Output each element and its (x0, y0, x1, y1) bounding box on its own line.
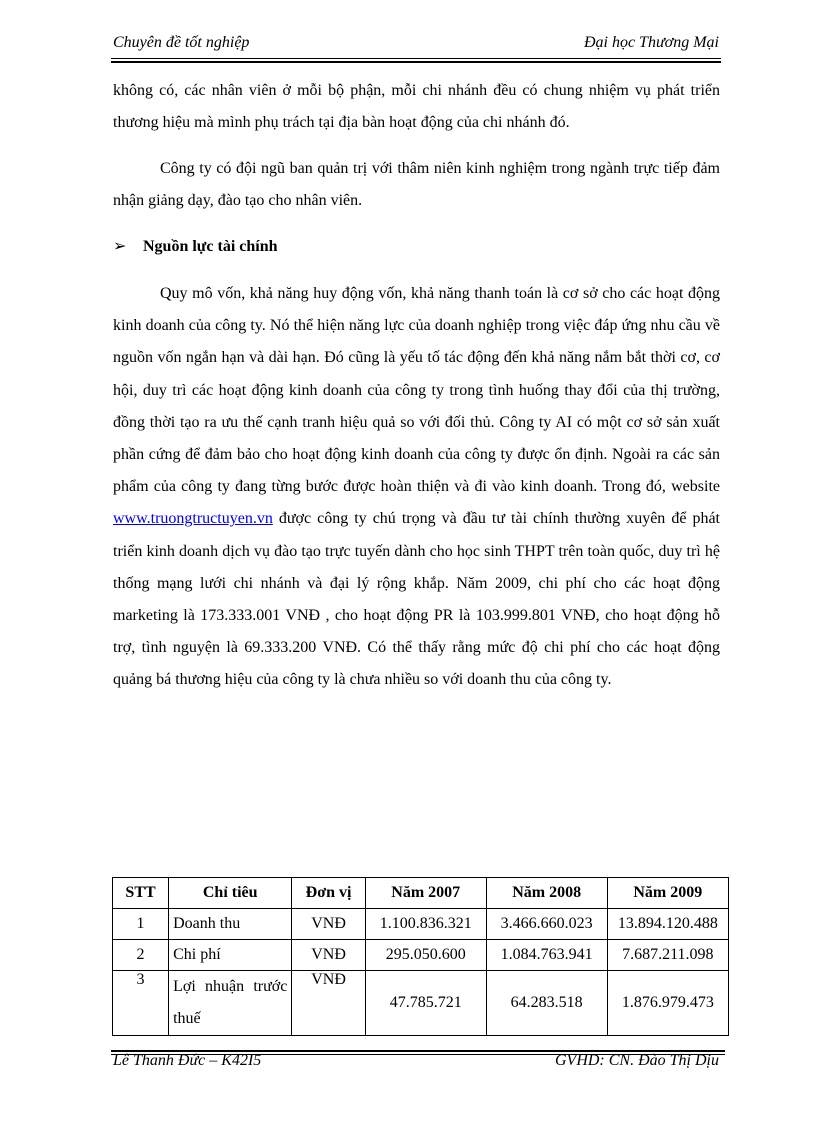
cell-unit: VNĐ (292, 971, 365, 1036)
cell-2009: 13.894.120.488 (607, 909, 728, 940)
cell-unit: VNĐ (292, 940, 365, 971)
cell-2009: 7.687.211.098 (607, 940, 728, 971)
cell-2008: 1.084.763.941 (486, 940, 607, 971)
table-header-row (113, 878, 729, 909)
cell-unit: VNĐ (292, 909, 365, 940)
page-footer (113, 1052, 719, 1074)
cell-2009: 1.876.979.473 (607, 971, 728, 1036)
header-divider-thick (111, 61, 721, 63)
cell-indicator: Chi phí (169, 940, 292, 971)
header-unit: Đơn vị (292, 878, 365, 909)
paragraph-1: không có, các nhân viên ở mỗi bộ phận, mỗi chi nhánh đều có chung nhiệm vụ phát triển thương hiệu mà mình phụ trách tại địa bàn hoạt động của chi nhánh đó. (113, 82, 720, 132)
cell-2008: 64.283.518 (486, 971, 607, 1036)
cell-stt: 1 (113, 909, 169, 940)
cell-indicator: Lợi nhuận trước thuế (169, 971, 292, 1036)
cell-2007: 47.785.721 (365, 971, 486, 1036)
paragraph-3 (113, 278, 720, 697)
cell-stt: 3 (113, 971, 169, 1036)
header-right-title: Đại học Thương Mại (583, 34, 719, 51)
header-2007: Năm 2007 (365, 878, 486, 909)
header-indicator: Chỉ tiêu (169, 878, 292, 909)
header-2009: Năm 2009 (607, 878, 728, 909)
table-row (113, 971, 729, 1036)
page-header (113, 34, 719, 56)
cell-indicator: Doanh thu (169, 909, 292, 940)
cell-stt: 2 (113, 940, 169, 971)
footer-author: Lê Thanh Đức – K42I5 (113, 1052, 262, 1069)
website-link[interactable]: www.truongtructuyen.vn (113, 510, 273, 528)
section-heading (113, 232, 278, 262)
table-row (113, 909, 729, 940)
table-row (113, 940, 729, 971)
arrow-bullet-icon: ➢ (113, 238, 127, 255)
financial-table (112, 877, 729, 1036)
section-heading-text: Nguồn lực tài chính (143, 238, 278, 255)
header-divider (111, 58, 721, 59)
footer-supervisor: GVHD: CN. Đào Thị Dịu (554, 1052, 719, 1069)
header-left-title: Chuyên đề tốt nghiệp (113, 34, 250, 51)
paragraph-2: Công ty có đội ngũ ban quản trị với thâm niên kinh nghiệm trong ngành trực tiếp đảm nhận giảng dạy, đào tạo cho nhân viên. (113, 160, 720, 210)
cell-2007: 295.050.600 (365, 940, 486, 971)
cell-2008: 3.466.660.023 (486, 909, 607, 940)
paragraph-3-part-1: Quy mô vốn, khả năng huy động vốn, khả năng thanh toán là cơ sở cho các hoạt động kinh doanh của công ty. Nó thể hiện năng lực của doanh nghiệp trong việc đáp ứng nhu cầu về nguồn vốn ngắn hạn và dài hạn. Đó cũng là yếu tố tác động đến khả năng nắm bắt thời cơ, cơ hội, duy trì các hoạt động kinh doanh của công ty trong tình huống thay đổi của thị trường, đồng thời tạo ra ưu thế cạnh tranh hiệu quả so với đối thủ. Công ty AI có một cơ sở sản xuất phần cứng để đảm bảo cho hoạt động kinh doanh của công ty được ổn định. Ngoài ra các sản phẩm của công ty đang từng bước được hoàn thiện và đi vào kinh doanh. Trong đó, website (113, 285, 720, 496)
cell-2007: 1.100.836.321 (365, 909, 486, 940)
header-stt: STT (113, 878, 169, 909)
paragraph-3-part-2: được công ty chú trọng và đầu tư tài chính thường xuyên để phát triển kinh doanh dịch vụ đào tạo trực tuyến dành cho học sinh THPT trên toàn quốc, duy trì hệ thống mạng lưới chi nhánh và đại lý rộng khắp. Năm 2009, chi phí cho các hoạt động marketing là 173.333.001 VNĐ , cho hoạt động PR là 103.999.801 VNĐ, cho hoạt động hỗ trợ, tình nguyện là 69.333.200 VNĐ. Có thể thấy rằng mức độ chi phí cho các hoạt động quảng bá thương hiệu của công ty là chưa nhiều so với doanh thu của công ty. (113, 510, 720, 689)
header-2008: Năm 2008 (486, 878, 607, 909)
